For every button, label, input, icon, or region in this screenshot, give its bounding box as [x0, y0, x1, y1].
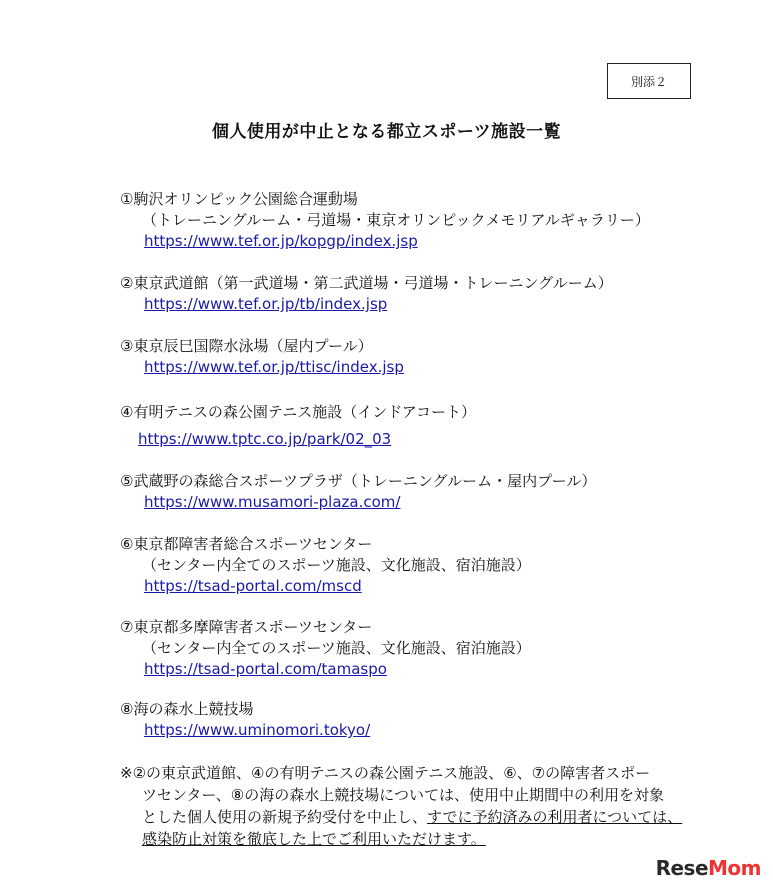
facility-name: ⑤武蔵野の森総合スポーツプラザ（トレーニングルーム・屋内プール） [120, 472, 597, 490]
facility-name: ④有明テニスの森公園テニス施設（インドアコート） [120, 403, 477, 421]
footnote-line: ツセンター、⑧の海の森水上競技場については、使用中止期間中の利用を対象 [142, 786, 664, 804]
facility-entry-3 [120, 336, 404, 378]
footnote-text: とした個人使用の新規予約受付を中止し、 [142, 808, 428, 826]
facility-entry-1 [120, 189, 650, 252]
facility-link[interactable]: https://www.musamori-plaza.com/ [144, 493, 401, 511]
footnote-line [120, 806, 710, 828]
facility-link[interactable]: https://www.tef.or.jp/ttisc/index.jsp [144, 358, 404, 376]
facility-detail: （センター内全てのスポーツ施設、文化施設、宿泊施設） [142, 556, 531, 574]
page-title: 個人使用が中止となる都立スポーツ施設一覧 [211, 122, 562, 142]
watermark-logo: ReseMom [655, 856, 761, 880]
facility-entry-8 [120, 699, 370, 741]
facility-entry-7 [120, 617, 531, 680]
facility-link[interactable]: https://www.uminomori.tokyo/ [144, 721, 371, 739]
facility-name: ①駒沢オリンピック公園総合運動場 [120, 190, 358, 208]
facility-link[interactable]: https://www.tptc.co.jp/park/02_03 [138, 430, 392, 448]
facility-entry-2 [120, 273, 613, 315]
facility-link[interactable]: https://tsad-portal.com/mscd [144, 577, 362, 595]
facility-link[interactable]: https://tsad-portal.com/tamaspo [144, 660, 387, 678]
footnote-line [120, 828, 710, 850]
facility-entry-4 [120, 402, 476, 450]
facility-name: ⑦東京都多摩障害者スポーツセンター [120, 618, 373, 636]
footnote-underlined-text: すでに予約済みの利用者については、 [427, 808, 683, 826]
facility-link[interactable]: https://www.tef.or.jp/kopgp/index.jsp [144, 232, 418, 250]
facility-detail: （センター内全てのスポーツ施設、文化施設、宿泊施設） [142, 639, 531, 657]
footnote-line: ※②の東京武道館、④の有明テニスの森公園テニス施設、⑥、⑦の障害者スポー [120, 764, 651, 782]
facility-entry-6 [120, 534, 531, 597]
facility-name: ③東京辰巳国際水泳場（屋内プール） [120, 337, 373, 355]
facility-link[interactable]: https://www.tef.or.jp/tb/index.jsp [144, 295, 388, 313]
footnote [120, 762, 710, 850]
facility-name: ②東京武道館（第一武道場・第二武道場・弓道場・トレーニングルーム） [120, 274, 613, 292]
footnote-underlined-text: 感染防止対策を徹底した上でご利用いただけます。 [142, 830, 486, 848]
facility-name: ⑥東京都障害者総合スポーツセンター [120, 535, 373, 553]
facility-entry-5 [120, 471, 596, 513]
attachment-tag: 別添２ [607, 63, 691, 99]
facility-detail: （トレーニングルーム・弓道場・東京オリンピックメモリアルギャラリー） [142, 211, 650, 229]
facility-name: ⑧海の森水上競技場 [120, 700, 254, 718]
